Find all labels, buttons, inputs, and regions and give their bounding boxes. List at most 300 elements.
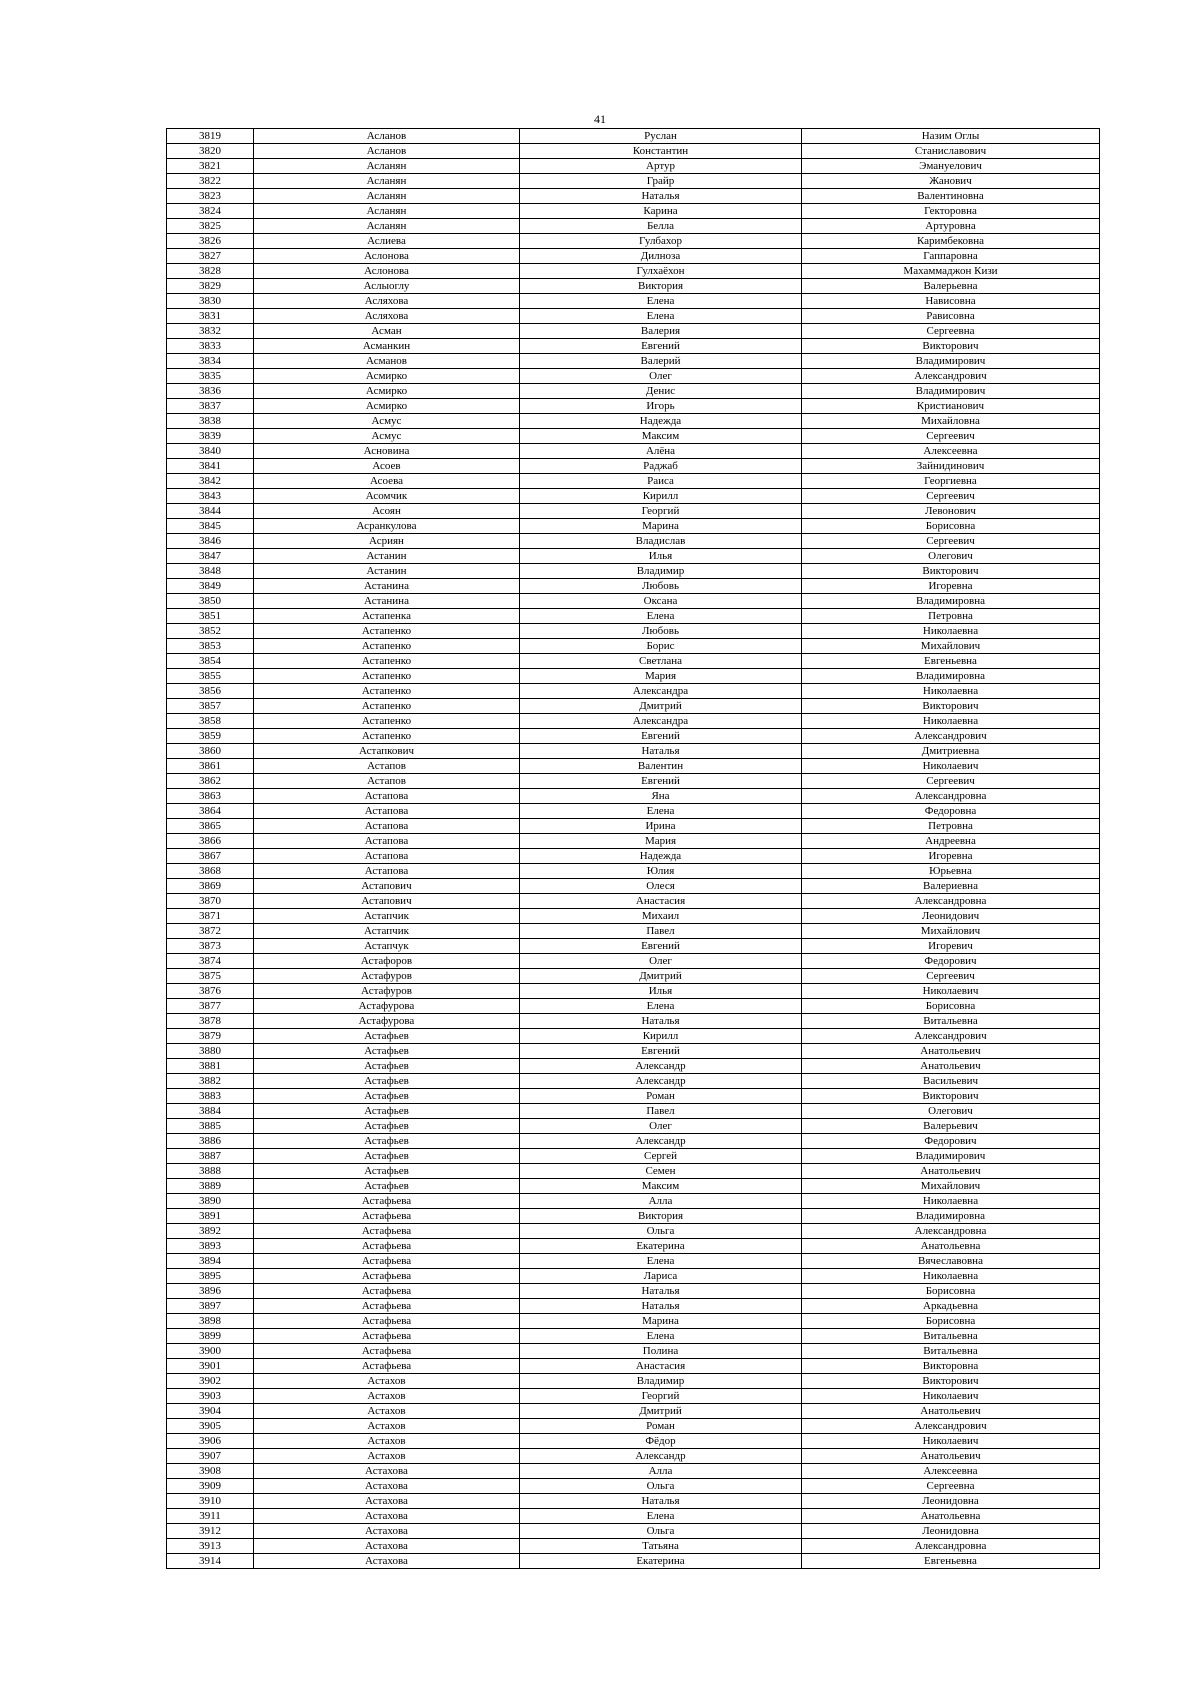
patronymic-cell: Федорович xyxy=(802,954,1100,969)
patronymic-cell: Владимировна xyxy=(802,1209,1100,1224)
first-name-cell: Карина xyxy=(520,204,802,219)
surname-cell: Асманов xyxy=(254,354,520,369)
table-row xyxy=(167,234,1100,249)
surname-cell: Астахова xyxy=(254,1479,520,1494)
table-row xyxy=(167,1344,1100,1359)
first-name-cell: Илья xyxy=(520,549,802,564)
surname-cell: Асранкулова xyxy=(254,519,520,534)
surname-cell: Асмирко xyxy=(254,369,520,384)
patronymic-cell: Сергеевич xyxy=(802,969,1100,984)
first-name-cell: Ольга xyxy=(520,1479,802,1494)
table-row xyxy=(167,1374,1100,1389)
surname-cell: Астапенко xyxy=(254,639,520,654)
patronymic-cell: Махаммаджон Кизи xyxy=(802,264,1100,279)
patronymic-cell: Евгеньевна xyxy=(802,654,1100,669)
first-name-cell: Георгий xyxy=(520,504,802,519)
first-name-cell: Евгений xyxy=(520,939,802,954)
record-number-cell: 3908 xyxy=(167,1464,254,1479)
first-name-cell: Анастасия xyxy=(520,894,802,909)
record-number-cell: 3862 xyxy=(167,774,254,789)
record-number-cell: 3835 xyxy=(167,369,254,384)
record-number-cell: 3824 xyxy=(167,204,254,219)
first-name-cell: Игорь xyxy=(520,399,802,414)
table-row xyxy=(167,219,1100,234)
patronymic-cell: Анатольевна xyxy=(802,1239,1100,1254)
first-name-cell: Елена xyxy=(520,804,802,819)
record-number-cell: 3891 xyxy=(167,1209,254,1224)
surname-cell: Асмирко xyxy=(254,399,520,414)
first-name-cell: Гулхаёхон xyxy=(520,264,802,279)
first-name-cell: Елена xyxy=(520,1329,802,1344)
surname-cell: Астапенко xyxy=(254,669,520,684)
table-row xyxy=(167,1164,1100,1179)
record-number-cell: 3907 xyxy=(167,1449,254,1464)
surname-cell: Асоев xyxy=(254,459,520,474)
surname-cell: Астафьева xyxy=(254,1329,520,1344)
patronymic-cell: Владимирович xyxy=(802,384,1100,399)
table-row xyxy=(167,549,1100,564)
surname-cell: Астафьев xyxy=(254,1059,520,1074)
registry-table xyxy=(166,128,1100,1569)
patronymic-cell: Александровна xyxy=(802,894,1100,909)
patronymic-cell: Анатольевич xyxy=(802,1059,1100,1074)
table-row xyxy=(167,504,1100,519)
table-row xyxy=(167,1059,1100,1074)
record-number-cell: 3914 xyxy=(167,1554,254,1569)
table-row xyxy=(167,924,1100,939)
surname-cell: Асляхова xyxy=(254,309,520,324)
first-name-cell: Александр xyxy=(520,1059,802,1074)
patronymic-cell: Евгеньевна xyxy=(802,1554,1100,1569)
table-row xyxy=(167,1269,1100,1284)
patronymic-cell: Владимирович xyxy=(802,1149,1100,1164)
first-name-cell: Олег xyxy=(520,954,802,969)
table-row xyxy=(167,399,1100,414)
table-row xyxy=(167,729,1100,744)
table-row xyxy=(167,819,1100,834)
surname-cell: Астафьев xyxy=(254,1179,520,1194)
record-number-cell: 3911 xyxy=(167,1509,254,1524)
record-number-cell: 3869 xyxy=(167,879,254,894)
record-number-cell: 3847 xyxy=(167,549,254,564)
table-row xyxy=(167,294,1100,309)
first-name-cell: Максим xyxy=(520,429,802,444)
patronymic-cell: Сергеевна xyxy=(802,324,1100,339)
surname-cell: Асмус xyxy=(254,414,520,429)
table-row xyxy=(167,384,1100,399)
patronymic-cell: Николаевич xyxy=(802,984,1100,999)
record-number-cell: 3883 xyxy=(167,1089,254,1104)
first-name-cell: Руслан xyxy=(520,129,802,144)
patronymic-cell: Михайлович xyxy=(802,639,1100,654)
surname-cell: Астафьева xyxy=(254,1269,520,1284)
first-name-cell: Евгений xyxy=(520,339,802,354)
first-name-cell: Елена xyxy=(520,309,802,324)
patronymic-cell: Каримбековна xyxy=(802,234,1100,249)
surname-cell: Асланов xyxy=(254,144,520,159)
first-name-cell: Фёдор xyxy=(520,1434,802,1449)
first-name-cell: Елена xyxy=(520,294,802,309)
record-number-cell: 3829 xyxy=(167,279,254,294)
patronymic-cell: Борисовна xyxy=(802,999,1100,1014)
record-number-cell: 3894 xyxy=(167,1254,254,1269)
record-number-cell: 3851 xyxy=(167,609,254,624)
record-number-cell: 3909 xyxy=(167,1479,254,1494)
record-number-cell: 3830 xyxy=(167,294,254,309)
surname-cell: Аслыоглу xyxy=(254,279,520,294)
patronymic-cell: Жанович xyxy=(802,174,1100,189)
record-number-cell: 3906 xyxy=(167,1434,254,1449)
surname-cell: Астафьева xyxy=(254,1299,520,1314)
first-name-cell: Екатерина xyxy=(520,1554,802,1569)
table-row xyxy=(167,759,1100,774)
surname-cell: Асляхова xyxy=(254,294,520,309)
patronymic-cell: Анатольевич xyxy=(802,1044,1100,1059)
patronymic-cell: Леонидовна xyxy=(802,1494,1100,1509)
first-name-cell: Елена xyxy=(520,1509,802,1524)
record-number-cell: 3898 xyxy=(167,1314,254,1329)
patronymic-cell: Анатольевич xyxy=(802,1164,1100,1179)
table-row xyxy=(167,1479,1100,1494)
patronymic-cell: Игоревна xyxy=(802,579,1100,594)
patronymic-cell: Валентиновна xyxy=(802,189,1100,204)
surname-cell: Астафьев xyxy=(254,1044,520,1059)
first-name-cell: Дмитрий xyxy=(520,699,802,714)
first-name-cell: Ирина xyxy=(520,819,802,834)
record-number-cell: 3875 xyxy=(167,969,254,984)
surname-cell: Астахова xyxy=(254,1524,520,1539)
first-name-cell: Юлия xyxy=(520,864,802,879)
record-number-cell: 3827 xyxy=(167,249,254,264)
record-number-cell: 3842 xyxy=(167,474,254,489)
first-name-cell: Владислав xyxy=(520,534,802,549)
record-number-cell: 3845 xyxy=(167,519,254,534)
table-row xyxy=(167,909,1100,924)
table-row xyxy=(167,249,1100,264)
surname-cell: Астапчик xyxy=(254,924,520,939)
surname-cell: Астапова xyxy=(254,834,520,849)
record-number-cell: 3839 xyxy=(167,429,254,444)
record-number-cell: 3865 xyxy=(167,819,254,834)
record-number-cell: 3882 xyxy=(167,1074,254,1089)
patronymic-cell: Александрович xyxy=(802,369,1100,384)
first-name-cell: Елена xyxy=(520,609,802,624)
table-row xyxy=(167,1284,1100,1299)
patronymic-cell: Игоревич xyxy=(802,939,1100,954)
table-row xyxy=(167,204,1100,219)
record-number-cell: 3859 xyxy=(167,729,254,744)
table-row xyxy=(167,534,1100,549)
patronymic-cell: Николаевна xyxy=(802,624,1100,639)
surname-cell: Астапчик xyxy=(254,909,520,924)
first-name-cell: Мария xyxy=(520,834,802,849)
table-row xyxy=(167,849,1100,864)
first-name-cell: Лариса xyxy=(520,1269,802,1284)
table-row xyxy=(167,714,1100,729)
first-name-cell: Мария xyxy=(520,669,802,684)
table-row xyxy=(167,624,1100,639)
table-row xyxy=(167,1239,1100,1254)
table-row xyxy=(167,1209,1100,1224)
patronymic-cell: Сергеевич xyxy=(802,489,1100,504)
first-name-cell: Константин xyxy=(520,144,802,159)
patronymic-cell: Артуровна xyxy=(802,219,1100,234)
patronymic-cell: Валерьевич xyxy=(802,1119,1100,1134)
first-name-cell: Александр xyxy=(520,1074,802,1089)
surname-cell: Астапенка xyxy=(254,609,520,624)
first-name-cell: Георгий xyxy=(520,1389,802,1404)
record-number-cell: 3892 xyxy=(167,1224,254,1239)
surname-cell: Астахов xyxy=(254,1449,520,1464)
record-number-cell: 3838 xyxy=(167,414,254,429)
surname-cell: Астапенко xyxy=(254,624,520,639)
patronymic-cell: Вячеславовна xyxy=(802,1254,1100,1269)
record-number-cell: 3887 xyxy=(167,1149,254,1164)
record-number-cell: 3874 xyxy=(167,954,254,969)
surname-cell: Астанин xyxy=(254,549,520,564)
table-row xyxy=(167,189,1100,204)
table-row xyxy=(167,1419,1100,1434)
first-name-cell: Гулбахор xyxy=(520,234,802,249)
record-number-cell: 3903 xyxy=(167,1389,254,1404)
surname-cell: Астафьева xyxy=(254,1224,520,1239)
record-number-cell: 3819 xyxy=(167,129,254,144)
record-number-cell: 3826 xyxy=(167,234,254,249)
patronymic-cell: Михайлович xyxy=(802,924,1100,939)
surname-cell: Астанин xyxy=(254,564,520,579)
patronymic-cell: Федорович xyxy=(802,1134,1100,1149)
first-name-cell: Павел xyxy=(520,1104,802,1119)
first-name-cell: Ольга xyxy=(520,1224,802,1239)
surname-cell: Асланян xyxy=(254,174,520,189)
patronymic-cell: Эмануелович xyxy=(802,159,1100,174)
patronymic-cell: Александровна xyxy=(802,789,1100,804)
surname-cell: Астанина xyxy=(254,594,520,609)
first-name-cell: Олеся xyxy=(520,879,802,894)
record-number-cell: 3905 xyxy=(167,1419,254,1434)
record-number-cell: 3884 xyxy=(167,1104,254,1119)
first-name-cell: Сергей xyxy=(520,1149,802,1164)
patronymic-cell: Александрович xyxy=(802,729,1100,744)
table-row xyxy=(167,744,1100,759)
patronymic-cell: Витальевна xyxy=(802,1344,1100,1359)
record-number-cell: 3844 xyxy=(167,504,254,519)
surname-cell: Асманкин xyxy=(254,339,520,354)
surname-cell: Астапчук xyxy=(254,939,520,954)
table-row xyxy=(167,474,1100,489)
table-row xyxy=(167,1314,1100,1329)
record-number-cell: 3912 xyxy=(167,1524,254,1539)
table-row xyxy=(167,1404,1100,1419)
table-row xyxy=(167,984,1100,999)
record-number-cell: 3858 xyxy=(167,714,254,729)
surname-cell: Астафуров xyxy=(254,969,520,984)
patronymic-cell: Николаевна xyxy=(802,714,1100,729)
table-row xyxy=(167,324,1100,339)
first-name-cell: Грайр xyxy=(520,174,802,189)
patronymic-cell: Петровна xyxy=(802,819,1100,834)
table-row xyxy=(167,879,1100,894)
record-number-cell: 3910 xyxy=(167,1494,254,1509)
patronymic-cell: Владимирович xyxy=(802,354,1100,369)
table-row xyxy=(167,1464,1100,1479)
surname-cell: Аслиева xyxy=(254,234,520,249)
table-row xyxy=(167,339,1100,354)
surname-cell: Астахова xyxy=(254,1509,520,1524)
table-row xyxy=(167,999,1100,1014)
surname-cell: Астапова xyxy=(254,804,520,819)
first-name-cell: Максим xyxy=(520,1179,802,1194)
record-number-cell: 3822 xyxy=(167,174,254,189)
patronymic-cell: Анатольевич xyxy=(802,1449,1100,1464)
surname-cell: Астафьева xyxy=(254,1284,520,1299)
table-row xyxy=(167,1329,1100,1344)
record-number-cell: 3901 xyxy=(167,1359,254,1374)
table-row xyxy=(167,414,1100,429)
table-row xyxy=(167,369,1100,384)
first-name-cell: Виктория xyxy=(520,1209,802,1224)
table-row xyxy=(167,309,1100,324)
patronymic-cell: Гаппаровна xyxy=(802,249,1100,264)
first-name-cell: Кирилл xyxy=(520,1029,802,1044)
patronymic-cell: Анатольевич xyxy=(802,1404,1100,1419)
record-number-cell: 3857 xyxy=(167,699,254,714)
record-number-cell: 3866 xyxy=(167,834,254,849)
record-number-cell: 3889 xyxy=(167,1179,254,1194)
record-number-cell: 3877 xyxy=(167,999,254,1014)
table-row xyxy=(167,1254,1100,1269)
table-row xyxy=(167,144,1100,159)
patronymic-cell: Навиcовна xyxy=(802,294,1100,309)
first-name-cell: Марина xyxy=(520,1314,802,1329)
patronymic-cell: Александрович xyxy=(802,1029,1100,1044)
record-number-cell: 3900 xyxy=(167,1344,254,1359)
patronymic-cell: Викторович xyxy=(802,1374,1100,1389)
surname-cell: Аслонова xyxy=(254,249,520,264)
first-name-cell: Евгений xyxy=(520,1044,802,1059)
record-number-cell: 3885 xyxy=(167,1119,254,1134)
patronymic-cell: Витальевна xyxy=(802,1014,1100,1029)
table-row xyxy=(167,1524,1100,1539)
record-number-cell: 3863 xyxy=(167,789,254,804)
record-number-cell: 3871 xyxy=(167,909,254,924)
patronymic-cell: Валериевна xyxy=(802,879,1100,894)
first-name-cell: Олег xyxy=(520,369,802,384)
first-name-cell: Любовь xyxy=(520,624,802,639)
surname-cell: Астапов xyxy=(254,774,520,789)
record-number-cell: 3821 xyxy=(167,159,254,174)
record-number-cell: 3861 xyxy=(167,759,254,774)
patronymic-cell: Аркадьевна xyxy=(802,1299,1100,1314)
patronymic-cell: Владимировна xyxy=(802,669,1100,684)
first-name-cell: Наталья xyxy=(520,744,802,759)
patronymic-cell: Михайлович xyxy=(802,1179,1100,1194)
surname-cell: Асланян xyxy=(254,204,520,219)
patronymic-cell: Николаевна xyxy=(802,1269,1100,1284)
record-number-cell: 3886 xyxy=(167,1134,254,1149)
record-number-cell: 3848 xyxy=(167,564,254,579)
first-name-cell: Евгений xyxy=(520,774,802,789)
first-name-cell: Роман xyxy=(520,1089,802,1104)
patronymic-cell: Алексеевна xyxy=(802,444,1100,459)
patronymic-cell: Леонидовна xyxy=(802,1524,1100,1539)
first-name-cell: Белла xyxy=(520,219,802,234)
record-number-cell: 3855 xyxy=(167,669,254,684)
surname-cell: Астапович xyxy=(254,894,520,909)
surname-cell: Астапенко xyxy=(254,729,520,744)
patronymic-cell: Олегович xyxy=(802,549,1100,564)
patronymic-cell: Андреевна xyxy=(802,834,1100,849)
patronymic-cell: Назим Оглы xyxy=(802,129,1100,144)
surname-cell: Астапкович xyxy=(254,744,520,759)
table-row xyxy=(167,864,1100,879)
first-name-cell: Дмитрий xyxy=(520,1404,802,1419)
surname-cell: Астапенко xyxy=(254,714,520,729)
patronymic-cell: Сергеевич xyxy=(802,774,1100,789)
record-number-cell: 3846 xyxy=(167,534,254,549)
record-number-cell: 3890 xyxy=(167,1194,254,1209)
surname-cell: Астафьева xyxy=(254,1254,520,1269)
record-number-cell: 3832 xyxy=(167,324,254,339)
first-name-cell: Дилноза xyxy=(520,249,802,264)
record-number-cell: 3902 xyxy=(167,1374,254,1389)
surname-cell: Асмус xyxy=(254,429,520,444)
surname-cell: Астахов xyxy=(254,1419,520,1434)
table-row xyxy=(167,1134,1100,1149)
patronymic-cell: Викторович xyxy=(802,564,1100,579)
record-number-cell: 3837 xyxy=(167,399,254,414)
patronymic-cell: Михайловна xyxy=(802,414,1100,429)
surname-cell: Астахов xyxy=(254,1434,520,1449)
record-number-cell: 3878 xyxy=(167,1014,254,1029)
table-row xyxy=(167,609,1100,624)
first-name-cell: Полина xyxy=(520,1344,802,1359)
surname-cell: Астапова xyxy=(254,789,520,804)
first-name-cell: Раиса xyxy=(520,474,802,489)
record-number-cell: 3843 xyxy=(167,489,254,504)
record-number-cell: 3873 xyxy=(167,939,254,954)
first-name-cell: Семен xyxy=(520,1164,802,1179)
first-name-cell: Наталья xyxy=(520,1014,802,1029)
surname-cell: Астафьева xyxy=(254,1194,520,1209)
table-row xyxy=(167,639,1100,654)
patronymic-cell: Георгиевна xyxy=(802,474,1100,489)
record-number-cell: 3850 xyxy=(167,594,254,609)
first-name-cell: Валентин xyxy=(520,759,802,774)
table-row xyxy=(167,354,1100,369)
surname-cell: Астахова xyxy=(254,1554,520,1569)
table-row xyxy=(167,519,1100,534)
patronymic-cell: Александрович xyxy=(802,1419,1100,1434)
record-number-cell: 3872 xyxy=(167,924,254,939)
surname-cell: Асланян xyxy=(254,189,520,204)
record-number-cell: 3880 xyxy=(167,1044,254,1059)
table-row xyxy=(167,1359,1100,1374)
table-row xyxy=(167,1149,1100,1164)
patronymic-cell: Гекторовна xyxy=(802,204,1100,219)
record-number-cell: 3820 xyxy=(167,144,254,159)
first-name-cell: Виктория xyxy=(520,279,802,294)
surname-cell: Астапович xyxy=(254,879,520,894)
record-number-cell: 3879 xyxy=(167,1029,254,1044)
first-name-cell: Валерия xyxy=(520,324,802,339)
first-name-cell: Наталья xyxy=(520,1494,802,1509)
table-row xyxy=(167,789,1100,804)
patronymic-cell: Рависовна xyxy=(802,309,1100,324)
surname-cell: Аслонова xyxy=(254,264,520,279)
record-number-cell: 3825 xyxy=(167,219,254,234)
record-number-cell: 3836 xyxy=(167,384,254,399)
